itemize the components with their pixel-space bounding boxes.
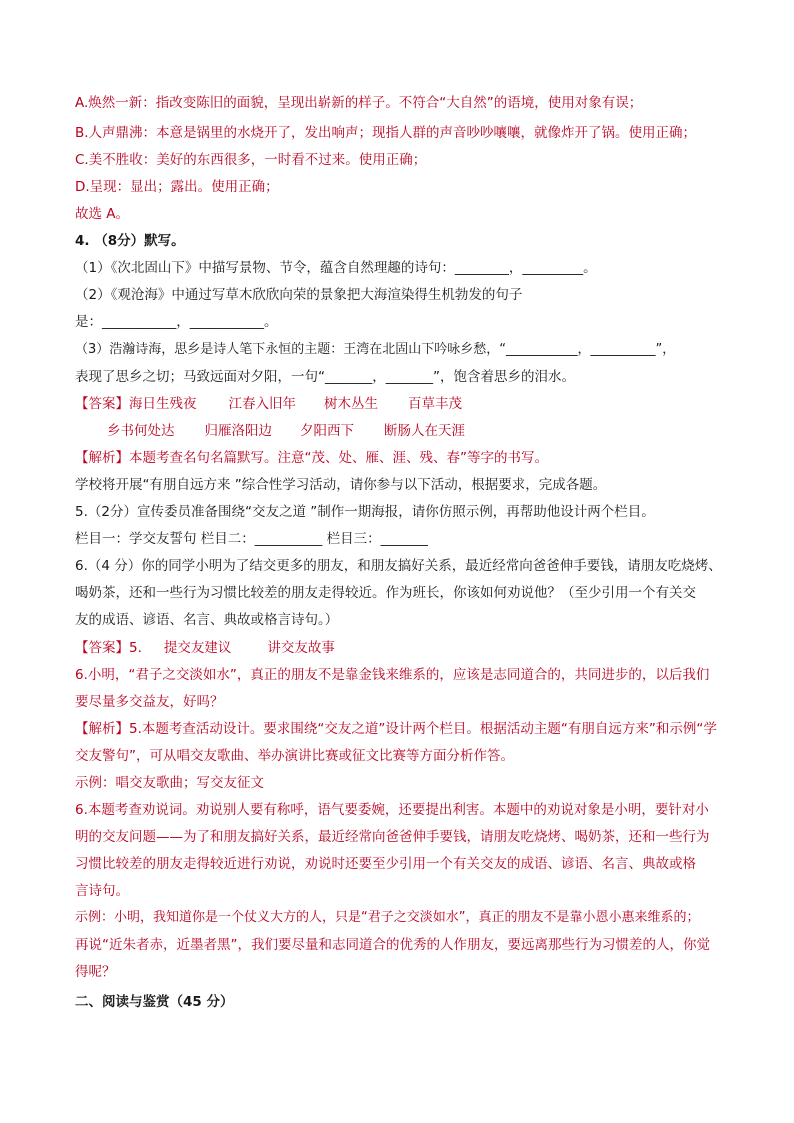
answer-item: 乡书何处达 [107, 423, 175, 439]
answer-item: 百草丰茂 [408, 396, 462, 412]
anal56-line9: 再说“近朱者赤，近墨者黑”，我们要尽量和志同道合的优秀的人作朋友，要远离那些行为习惯差的人，你觉 [75, 937, 710, 953]
ans56-row [75, 639, 335, 657]
choice-conclusion: 故选 A。 [75, 206, 130, 222]
section-heading: 二、阅读与鉴赏（45 分） [75, 994, 234, 1010]
q6-line3: 友的成语、谚语、名言、典故或格言诗句。） [75, 612, 339, 628]
anal56-line2: 交友警句”，可从唱交友歌曲、举办演讲比赛或征文比赛等方面分析作答。 [75, 748, 514, 764]
option-b-analysis: B.人声鼎沸：本意是锅里的水烧开了，发出响声；现指人群的声音吵吵嚷嚷，就像炸开了锅。使用正确； [75, 125, 697, 141]
option-c-analysis: C.美不胜收：美好的东西很多，一时看不过来。使用正确； [75, 152, 427, 168]
anal56-line6: 习惯比较差的朋友走得较近进行劝说，劝说时还要至少引用一个有关交友的成语、谚语、名言、典故或格 [75, 856, 696, 872]
anal56-line8: 示例：小明，我知道你是一个仗义大方的人，只是“君子之交淡如水”，真正的朋友不是靠小恩小惠来维系的； [75, 910, 700, 925]
answer-item: 夕阳西下 [300, 423, 354, 439]
anal56-line1 [75, 720, 717, 738]
q4-answer-row1 [75, 395, 462, 413]
answer-item: 讲交友故事 [267, 640, 335, 656]
answer-item: 江春入旧年 [228, 396, 296, 412]
anal56-line4: 6.本题考查劝说词。劝说别人要有称呼，语气要委婉，还要提出利害。本题中的劝说对象是小明，要针对小 [75, 802, 709, 818]
q6-line2: 喝奶茶，还和一些行为习惯比较差的朋友走得较近。作为班长，你该如何劝说他？（至少引用一个有关交 [75, 585, 696, 601]
anal56-line3: 示例：唱交友歌曲；写交友征文 [75, 775, 264, 791]
anal56-line5: 明的交友问题——为了和朋友搞好关系，最近经常向爸爸伸手要钱，请朋友吃烧烤、喝奶茶，还和一些行为 [75, 829, 710, 845]
q4-part3-line2: 表现了思乡之切；马致远面对夕阳，一句“_______，_______”，饱含着思乡的泪水。 [75, 369, 575, 385]
ans6-line2: 要尽量多交益友，好吗？ [75, 694, 224, 710]
answer-tag: 【答案】 [75, 640, 129, 656]
q5-fill-blanks: 栏目一：学交友誓句 栏目二：__________ 栏目三：_______ [75, 531, 428, 547]
q4-answer-row2 [107, 422, 465, 440]
analysis-tag: 【解析】 [75, 450, 129, 466]
q4-part1: （1）《次北固山下》中描写景物、节令，蕴含自然理趣的诗句：________，_________。 [75, 260, 597, 276]
option-a-analysis: A.焕然一新：指改变陈旧的面貌，呈现出崭新的样子。不符合“大自然”的语境，使用对象有误； [75, 95, 643, 111]
answer-item: 海日生残夜 [129, 396, 197, 412]
answer-item: 断肠人在天涯 [384, 423, 465, 439]
q4-heading: 4. （8分）默写。 [75, 233, 185, 249]
answer-item: 归雁洛阳边 [204, 423, 272, 439]
option-d-analysis: D.呈现：显出；露出。使用正确； [75, 179, 279, 195]
anal56-line7: 言诗句。 [75, 883, 129, 899]
analysis-tag: 【解析】 [75, 721, 129, 737]
q5-text: 5.（2分）宣传委员准备围绕“交友之道 ”制作一期海报，请你仿照示例，再帮助他设计两个栏目。 [75, 504, 655, 520]
answer-tag: 【答案】 [75, 396, 129, 412]
q6-line1: 6.（4 分）你的同学小明为了结交更多的朋友，和朋友搞好关系，最近经常向爸爸伸手要钱，请朋友吃烧烤、 [75, 558, 722, 574]
analysis-text: 5.本题考查活动设计。要求围绕“交友之道”设计两个栏目。根据活动主题“有朋自远方来”和示例“学 [129, 721, 717, 737]
anal56-line10: 得呢？ [75, 964, 116, 980]
q4-part2-line1: （2）《观沧海》中通过写草木欣欣向荣的景象把大海渲染得生机勃发的句子 [75, 287, 523, 303]
answer-num: 5. [129, 640, 142, 656]
answer-item: 树木丛生 [324, 396, 378, 412]
q4-part3-line1: （3）浩瀚诗海，思乡是诗人笔下永恒的主题：王湾在北固山下吟咏乡愁，“___________，__________”， [75, 342, 676, 357]
answer-item: 提交友建议 [163, 640, 232, 656]
q4-analysis [75, 449, 548, 467]
activity-intro: 学校将开展“有朋自远方来 ”综合性学习活动，请你参与以下活动，根据要求，完成各题。 [75, 477, 607, 493]
analysis-text: 本题考查名句名篇默写。注意“茂、处、雁、涯、残、春”等字的书写。 [129, 450, 548, 466]
q4-part2-line2: 是：___________，___________。 [75, 314, 278, 330]
ans6-line1: 6.小明，“君子之交淡如水”，真正的朋友不是靠金钱来维系的，应该是志同道合的，共同进步的，以后我们 [75, 667, 710, 683]
